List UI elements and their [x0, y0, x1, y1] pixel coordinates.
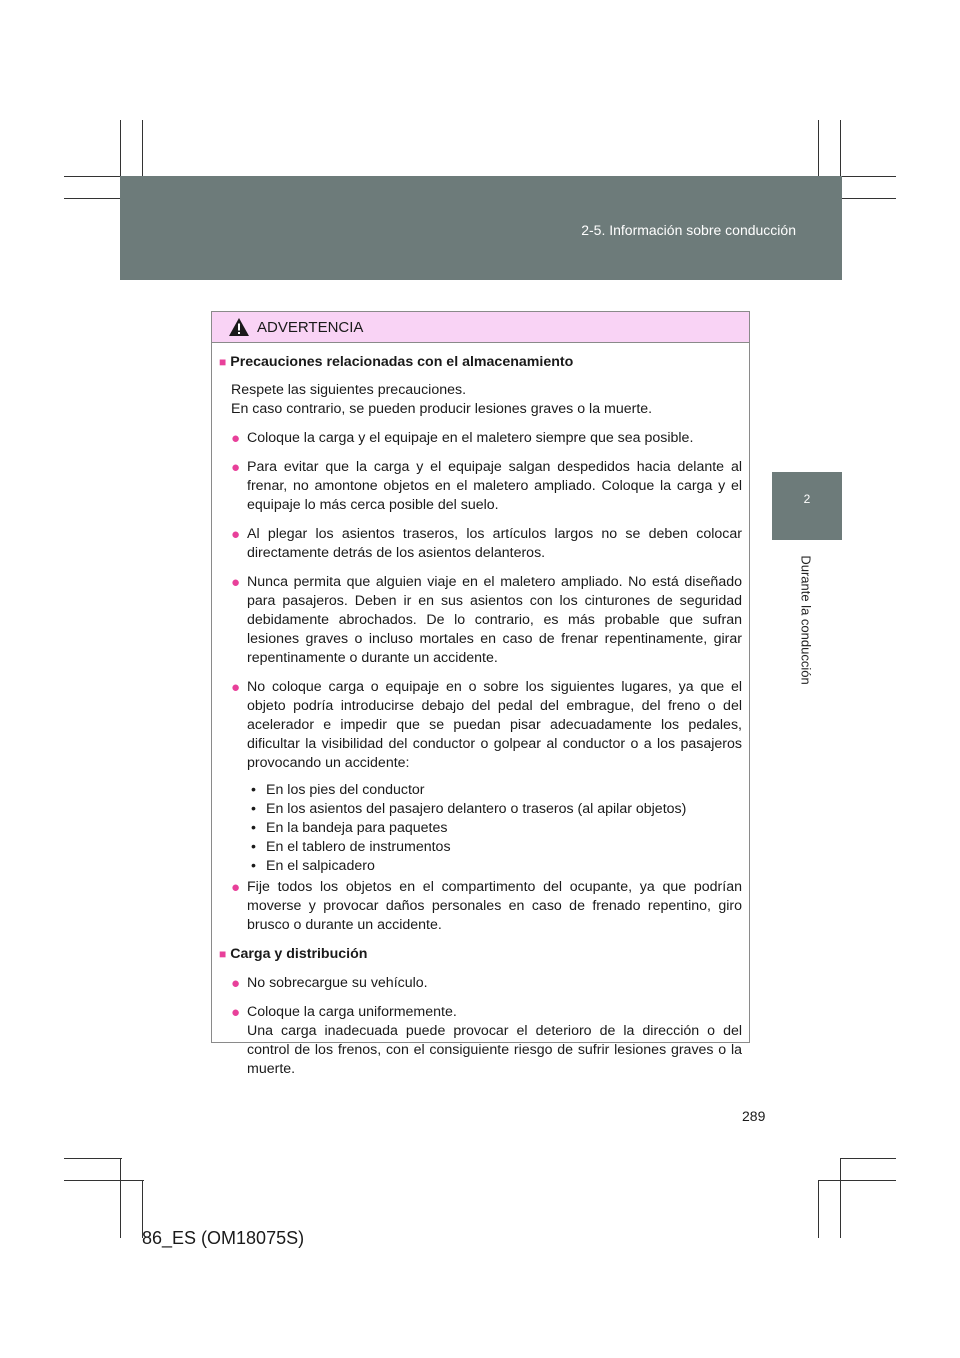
list-item-text: Para evitar que la carga y el equipaje salgan despedidos hacia delante al frenar, no amontone objetos en el maletero ampliado. Coloque la carga y el equipaje lo más cerca posible del suelo.	[247, 459, 742, 513]
header-band	[120, 176, 842, 280]
section-title	[219, 353, 742, 372]
sub-list-item-text: En los pies del conductor	[266, 782, 425, 798]
chapter-number: 2	[803, 492, 811, 506]
sub-list-item	[251, 800, 742, 819]
list-item	[219, 1003, 742, 1079]
crop-mark	[64, 1158, 122, 1159]
warning-header	[212, 312, 749, 343]
list-item-text: Fije todos los objetos en el compartimento del ocupante, ya que podrían moverse y provocar daños personales en caso de frenado repentino, giro brusco o durante un accidente.	[247, 879, 742, 933]
sub-list-item-text: En el salpicadero	[266, 858, 375, 874]
circle-bullet-icon: ●	[231, 574, 241, 591]
list-item	[219, 458, 742, 515]
square-bullet-icon: ■	[219, 355, 227, 369]
crop-mark	[840, 1158, 896, 1159]
section-intro: Respete las siguientes precauciones. En caso contrario, se pueden producir lesiones graves o la muerte.	[231, 382, 653, 417]
list-item	[219, 678, 742, 773]
circle-bullet-icon: ●	[231, 430, 241, 447]
page-number: 289	[742, 1108, 766, 1124]
list-item	[219, 878, 742, 935]
list-item-text: No sobrecargue su vehículo.	[247, 975, 428, 991]
section-title-text: Carga y distribución	[230, 946, 368, 962]
circle-bullet-icon: ●	[231, 526, 241, 543]
warning-box	[211, 311, 750, 1077]
dot-bullet-icon: •	[251, 839, 256, 855]
warning-title: ADVERTENCIA	[257, 318, 364, 336]
section-header-title: 2-5. Información sobre conducción	[581, 222, 796, 238]
crop-mark	[120, 1158, 121, 1238]
crop-mark	[818, 1180, 896, 1181]
list-item-text: Coloque la carga y el equipaje en el maletero siempre que sea posible.	[247, 430, 694, 446]
sub-list-item	[251, 819, 742, 838]
dot-bullet-icon: •	[251, 858, 256, 874]
warning-body	[212, 343, 749, 1079]
sub-list-item-text: En el tablero de instrumentos	[266, 839, 451, 855]
section-title-text: Precauciones relacionadas con el almacenamiento	[230, 354, 574, 370]
list-item-text: No coloque carga o equipaje en o sobre los siguientes lugares, ya que el objeto podría introducirse debajo del pedal del embrague, del freno o del acelerador e impedir que se puedan pisar adecuadamente los pedales, dificultar la visibilidad del conductor o golpear al conductor o a los pasajeros provocando un accidente:	[247, 679, 742, 771]
sub-list-item	[251, 838, 742, 857]
sub-list-item-text: En los asientos del pasajero delantero o traseros (al apilar objetos)	[266, 801, 687, 817]
list-item	[219, 525, 742, 563]
circle-bullet-icon: ●	[231, 679, 241, 696]
circle-bullet-icon: ●	[231, 1004, 241, 1021]
dot-bullet-icon: •	[251, 801, 256, 817]
circle-bullet-icon: ●	[231, 459, 241, 476]
square-bullet-icon: ■	[219, 947, 227, 961]
dot-bullet-icon: •	[251, 782, 256, 798]
warning-triangle-icon	[228, 317, 250, 337]
crop-mark	[840, 1158, 841, 1238]
circle-bullet-icon: ●	[231, 879, 241, 896]
crop-mark	[818, 1180, 819, 1238]
sub-list	[219, 781, 742, 876]
chapter-label: Durante la conducción	[798, 555, 814, 685]
list-item	[219, 429, 742, 448]
sub-list-item	[251, 781, 742, 800]
list-item	[219, 573, 742, 668]
circle-bullet-icon: ●	[231, 975, 241, 992]
crop-mark	[64, 1180, 144, 1181]
list-item-text: Al plegar los asientos traseros, los artículos largos no se deben colocar directamente detrás de los asientos delanteros.	[247, 526, 742, 561]
section-title	[219, 945, 742, 964]
chapter-tab	[772, 472, 842, 540]
list-item-text: Coloque la carga uniformemente. Una carga inadecuada puede provocar el deterioro de la dirección o del control de los frenos, con el consiguiente riesgo de sufrir lesiones graves o la muerte.	[247, 1004, 742, 1077]
manual-code: 86_ES (OM18075S)	[142, 1228, 305, 1248]
list-item	[219, 974, 742, 993]
sub-list-item	[251, 857, 742, 876]
list-item-text: Nunca permita que alguien viaje en el maletero ampliado. No está diseñado para pasajeros. Deben ir en sus asientos con los cinturones de seguridad debidamente abrochados. De lo contrario, es más probable que sufran lesiones graves o incluso mortales en caso de frenar repentinamente, girar repentinamente o durante un accidente.	[247, 574, 742, 666]
sub-list-item-text: En la bandeja para paquetes	[266, 820, 448, 836]
dot-bullet-icon: •	[251, 820, 256, 836]
